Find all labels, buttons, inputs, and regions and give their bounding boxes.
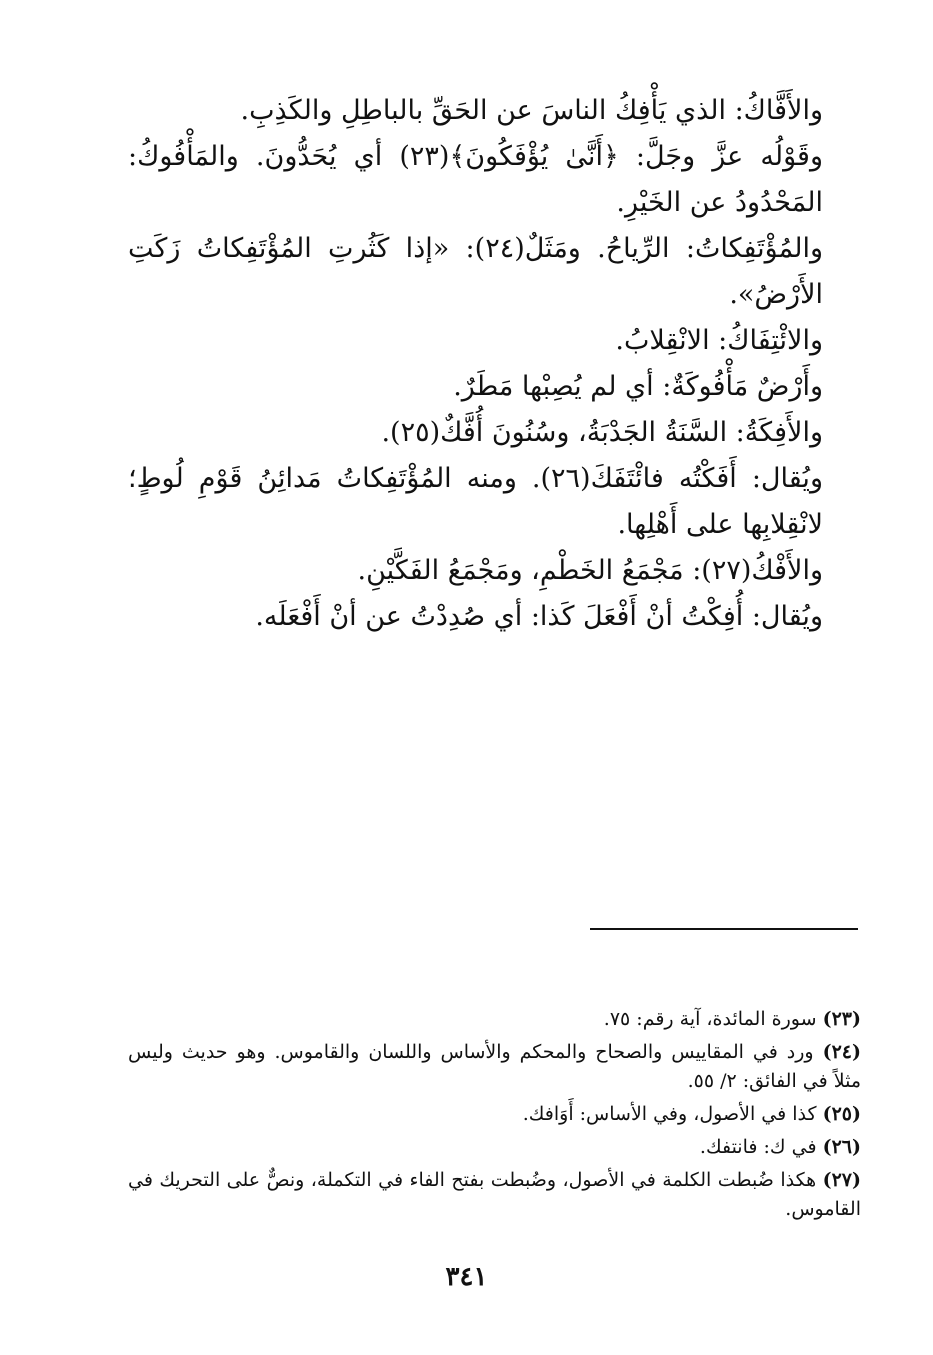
footnote-text: سورة المائدة، آية رقم: ٧٥. <box>603 1008 817 1030</box>
footnote-23 <box>128 1005 861 1034</box>
page-number: ٣٤١ <box>445 1262 488 1292</box>
footnote-text: هكذا ضُبطت الكلمة في الأصول، وضُبطت بفتح الفاء في التكملة، ونصٌّ على التحريك في القاموس. <box>128 1169 861 1220</box>
footnote-text: ورد في المقاييس والصحاح والمحكم والأساس واللسان والقاموس. وهو حديث وليس مثلاً في الفائق: ٢/ ٥٥. <box>128 1041 861 1092</box>
paragraph-8: والأَفْكُ(٢٧): مَجْمَعُ الخَطْمِ، ومَجْمَعُ الفَكَّيْنِ. <box>357 555 823 586</box>
footnote-25 <box>128 1100 861 1129</box>
footnote-divider <box>590 928 858 930</box>
paragraph-5: وأَرْضٌ مَأْفُوكَةٌ: أي لم يُصِبْها مَطَرٌ. <box>453 371 823 402</box>
footnote-text: في ك: فانتفك. <box>699 1136 817 1158</box>
footnote-number: (٢٧) <box>822 1169 861 1191</box>
paragraph-3: والمُؤْتَفِكاتُ: الرِّياحُ. ومَثَلٌ(٢٤): «إذا كَثُرتِ المُؤْتَفِكاتُ زَكَتِ الأَرْضُ». <box>128 233 823 310</box>
paragraph-2: وقَوْلُه عزَّ وجَلَّ: ﴿أَنَّىٰ يُؤْفَكُونَ﴾(٢٣) أي يُحَدُّونَ. والمَأْفُوكُ: المَحْدُودُ عن الخَيْرِ. <box>128 141 823 218</box>
paragraph-1: والأَفَّاكُ: الذي يَأْفِكُ الناسَ عن الحَقِّ بالباطِلِ والكَذِبِ. <box>240 95 823 126</box>
footnote-24 <box>128 1038 861 1096</box>
paragraph-9: ويُقال: أُفِكْتُ أنْ أَفْعَلَ كَذا: أي صُدِدْتُ عن أنْ أَفْعَلَه. <box>255 601 823 632</box>
footnote-number: (٢٥) <box>822 1103 861 1125</box>
footnote-number: (٢٤) <box>822 1041 861 1063</box>
footnote-27 <box>128 1166 861 1224</box>
footnote-26 <box>128 1133 861 1162</box>
footnotes-block <box>128 1005 861 1228</box>
footnote-number: (٢٦) <box>822 1136 861 1158</box>
footnote-number: (٢٣) <box>822 1008 861 1030</box>
paragraph-6: والأَفِكَةُ: السَّنَةُ الجَدْبَةُ، وسُنُونَ أُفَّكٌ(٢٥). <box>381 417 823 448</box>
paragraph-4: والائْتِفَاكُ: الانْقِلابُ. <box>615 325 823 356</box>
main-text-block <box>128 88 861 640</box>
footnote-text: كذا في الأصول، وفي الأساس: أَوَافك. <box>522 1103 817 1125</box>
paragraph-7: ويُقال: أَفَكْتُه فائْتَفَكَ(٢٦). ومنه المُؤْتَفِكاتُ مَدائِنُ قَوْمِ لُوطٍ؛ لانْقِلابِها على أَهْلِها. <box>128 463 823 540</box>
